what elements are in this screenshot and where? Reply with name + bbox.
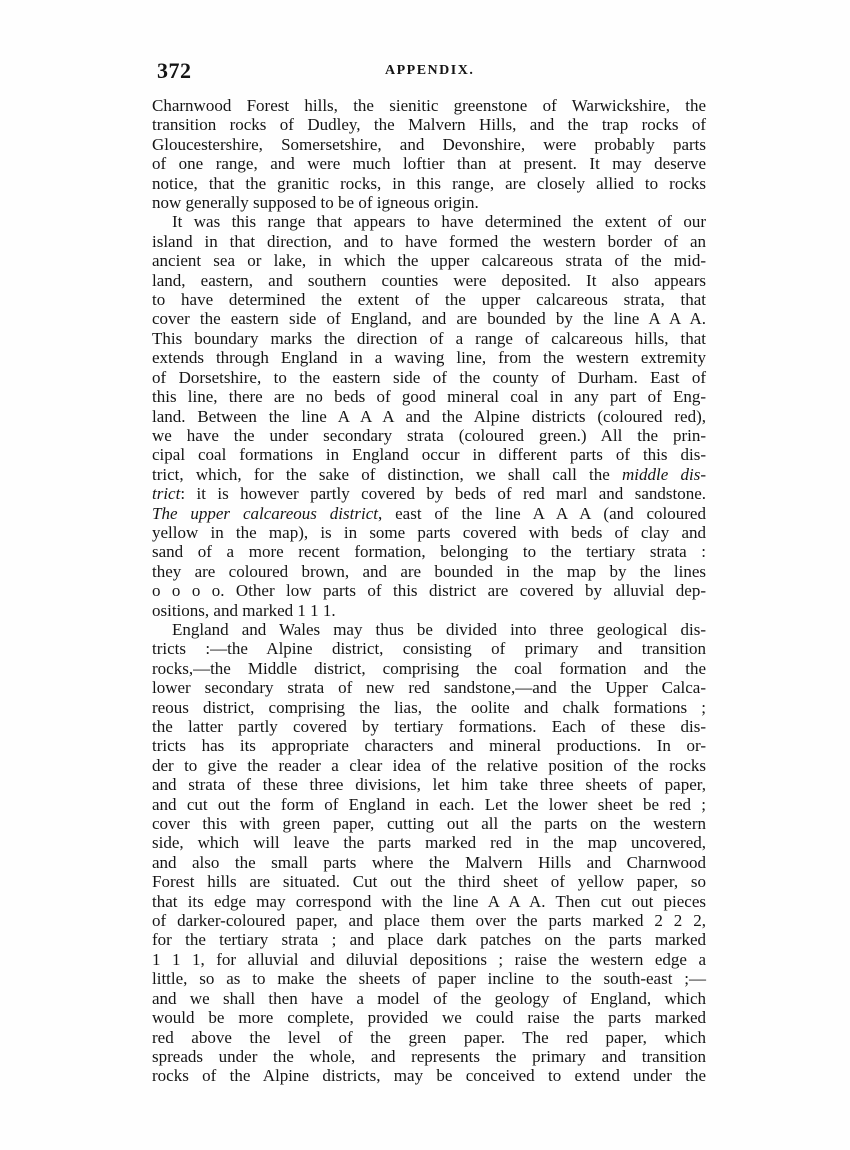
text-line (152, 678, 706, 697)
text-line (152, 969, 706, 988)
line-text: land, eastern, and southern counties were deposited. It also appears (152, 270, 706, 290)
line-text: lower secondary strata of new red sandstone,—and the Upper Calca- (152, 678, 706, 698)
text-line (152, 542, 706, 561)
line-text: cover this with green paper, cutting out all the parts on the western (152, 814, 706, 834)
line-text: side, which will leave the parts marked red in the map uncovered, (152, 833, 706, 853)
line-text: the latter partly covered by tertiary formations. Each of these dis- (152, 717, 706, 736)
line-text: notice, that the granitic rocks, in this range, are closely allied to rocks (152, 173, 706, 193)
line-text: transition rocks of Dudley, the Malvern Hills, and the trap rocks of (152, 115, 706, 135)
text-line (152, 504, 706, 523)
text-line (152, 445, 706, 464)
text-line (152, 426, 706, 445)
text-line (152, 601, 706, 620)
line-text: cover the eastern side of England, and are bounded by the line A A A. (152, 309, 706, 329)
text-line (152, 833, 706, 852)
text-line (152, 911, 706, 930)
line-text: yellow in the map), is in some parts covered with beds of clay and (152, 522, 706, 542)
line-text: Forest hills are situated. Cut out the third sheet of yellow paper, so (152, 872, 706, 892)
line-text: we have the under secondary strata (coloured green.) All the prin- (152, 425, 706, 445)
text-line (152, 174, 706, 193)
line-text: for the tertiary strata ; and place dark patches on the parts marked (152, 930, 706, 950)
text-line (152, 581, 706, 600)
line-text: and we shall then have a model of the geology of England, which (152, 988, 706, 1008)
text-line (152, 407, 706, 426)
line-text: o o o o. Other low parts of this district are covered by alluvial dep- (152, 581, 706, 601)
line-text: of one range, and were much loftier than at present. It may deserve (152, 154, 706, 174)
text-line (152, 484, 706, 503)
line-text: It was this range that appears to have determined the extent of our (172, 212, 706, 232)
text-line (152, 717, 706, 736)
line-text: this line, there are no beds of good mineral coal in any part of Eng- (152, 387, 706, 407)
line-text: of darker-coloured paper, and place them over the parts marked 2 2 2, (152, 911, 706, 931)
line-text: they are coloured brown, and are bounded in the map by the lines (152, 561, 706, 581)
line-text: rocks of the Alpine districts, may be conceived to extend under the (152, 1066, 706, 1086)
line-text: spreads under the whole, and represents the primary and transition (152, 1046, 706, 1066)
text-line (152, 193, 706, 212)
line-text: der to give the reader a clear idea of the relative position of the rocks (152, 755, 706, 775)
line-text: : it is however partly covered by beds of red marl and sandstone. (180, 484, 706, 504)
line-text: and also the small parts where the Malvern Hills and Charnwood (152, 852, 706, 872)
text-line (152, 620, 706, 639)
line-text: and cut out the form of England in each. Let the lower sheet be red ; (152, 794, 706, 814)
text-line (152, 523, 706, 542)
text-line (152, 212, 706, 231)
text-line (152, 950, 706, 969)
text-line (152, 1047, 706, 1066)
text-line (152, 814, 706, 833)
line-text: red above the level of the green paper. The red paper, which (152, 1027, 706, 1047)
italic-text: middle dis- (622, 464, 706, 484)
text-line (152, 348, 706, 367)
line-text: tricts has its appropriate characters and mineral productions. In or- (152, 736, 706, 756)
text-line (152, 930, 706, 949)
text-line (152, 989, 706, 1008)
page-number: 372 (157, 58, 192, 83)
text-line (152, 853, 706, 872)
line-text: extends through England in a waving line, from the western extremity (152, 348, 706, 368)
line-text: trict, which, for the sake of distinction, we shall call the (152, 464, 622, 484)
text-line (152, 872, 706, 891)
text-line (152, 795, 706, 814)
line-text: Gloucestershire, Somersetshire, and Devonshire, were probably parts (152, 134, 706, 154)
text-line (152, 251, 706, 270)
line-text: now generally supposed to be of igneous origin. (152, 193, 479, 213)
line-text: and strata of these three divisions, let him take three sheets of paper, (152, 775, 706, 795)
text-line (152, 271, 706, 290)
text-line (152, 309, 706, 328)
line-text: cipal coal formations in England occur in different parts of this dis- (152, 445, 706, 465)
text-line (152, 775, 706, 794)
line-text: little, so as to make the sheets of paper incline to the south-east ;— (152, 969, 706, 989)
line-text: that its edge may correspond with the line A A A. Then cut out pieces (152, 891, 706, 911)
text-line (152, 96, 706, 115)
text-line (152, 562, 706, 581)
text-line (152, 368, 706, 387)
line-text: ancient sea or lake, in which the upper calcareous strata of the mid- (152, 251, 706, 271)
text-line (152, 659, 706, 678)
text-line (152, 1008, 706, 1027)
text-line (152, 387, 706, 406)
text-line (152, 698, 706, 717)
line-text: land. Between the line A A A and the Alpine districts (coloured red), (152, 406, 706, 426)
italic-text: trict (152, 484, 181, 504)
text-line (152, 232, 706, 251)
text-line (152, 639, 706, 658)
line-text: sand of a more recent formation, belonging to the tertiary strata : (152, 542, 706, 562)
line-text: island in that direction, and to have formed the western border of an (152, 231, 706, 251)
line-text: 1 1 1, for alluvial and diluvial depositions ; raise the western edge a (152, 949, 706, 969)
italic-text: The upper calcareous district (152, 503, 378, 523)
line-text: England and Wales may thus be divided into three geological dis- (172, 619, 706, 639)
page-header (157, 58, 706, 88)
line-text: ositions, and marked 1 1 1. (152, 600, 336, 620)
text-line (152, 736, 706, 755)
line-text: would be more complete, provided we could raise the parts marked (152, 1008, 706, 1028)
text-line (152, 465, 706, 484)
line-text: reous district, comprising the lias, the oolite and chalk formations ; (152, 697, 706, 717)
text-line (152, 329, 706, 348)
line-text: to have determined the extent of the upper calcareous strata, that (152, 290, 706, 310)
text-line (152, 290, 706, 309)
running-head: APPENDIX. (385, 63, 475, 78)
line-text: rocks,—the Middle district, comprising the coal formation and the (152, 658, 706, 678)
text-line (152, 892, 706, 911)
text-line (152, 1028, 706, 1047)
body-text (152, 96, 706, 1086)
text-line (152, 115, 706, 134)
line-text: of Dorsetshire, to the eastern side of the county of Durham. East of (152, 367, 706, 387)
line-text: This boundary marks the direction of a range of calcareous hills, that (152, 328, 706, 348)
line-text: , east of the line A A A (and coloured (377, 503, 706, 523)
line-text: tricts :—the Alpine district, consisting of primary and transition (152, 639, 706, 659)
text-line (152, 1066, 706, 1085)
text-line (152, 135, 706, 154)
text-line (152, 756, 706, 775)
line-text: Charnwood Forest hills, the sienitic greenstone of Warwickshire, the (152, 96, 706, 115)
text-line (152, 154, 706, 173)
